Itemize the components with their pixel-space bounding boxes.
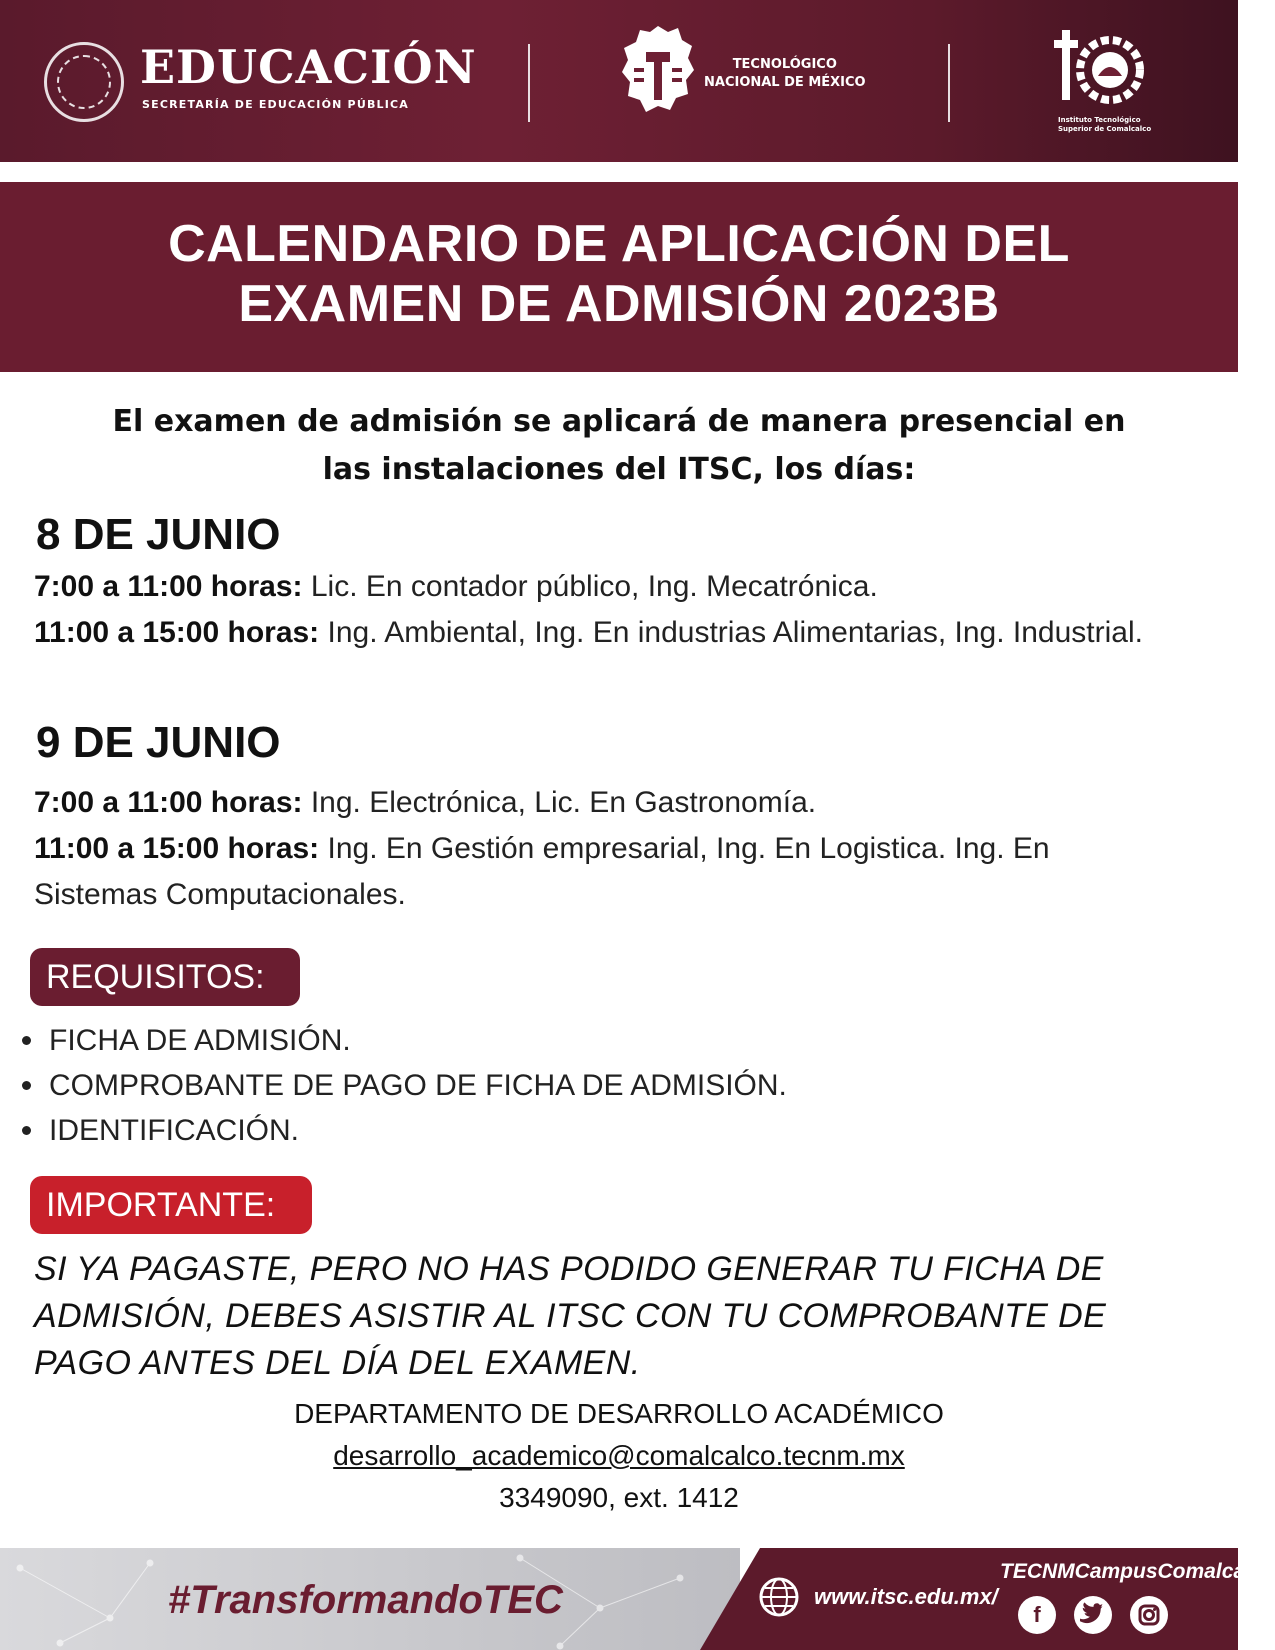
facebook-icon[interactable]: f [1018,1596,1056,1634]
header-banner [0,0,1238,162]
slot-careers: Ing. Ambiental, Ing. En industrias Alimentarias, Ing. Industrial. [327,616,1143,649]
requirements-badge: REQUISITOS: [30,948,300,1006]
globe-icon [758,1576,800,1618]
department-name: DEPARTAMENTO DE DESARROLLO ACADÉMICO [294,1398,944,1429]
bullet-icon [22,1126,31,1135]
list-item: IDENTIFICACIÓN. [22,1108,787,1153]
slot-time: 7:00 a 11:00 horas: [34,786,303,819]
twitter-icon[interactable] [1074,1596,1112,1634]
divider [528,44,530,122]
slot-time: 11:00 a 15:00 horas: [34,832,320,865]
slot-careers: Lic. En contador público, Ing. Mecatrónica. [310,570,878,603]
list-item: COMPROBANTE DE PAGO DE FICHA DE ADMISIÓN. [22,1063,787,1108]
contact-phone: 3349090, ext. 1412 [499,1482,739,1513]
bullet-icon [22,1081,31,1090]
important-badge: IMPORTANTE: [30,1176,312,1234]
schedule-slot [34,780,1202,826]
bullet-icon [22,1036,31,1045]
instagram-icon[interactable] [1130,1596,1168,1634]
contact-email[interactable]: desarrollo_academico@comalcalco.tecnm.mx [333,1440,905,1471]
list-item: FICHA DE ADMISIÓN. [22,1018,787,1063]
requirements-list [22,1018,787,1153]
hashtag: #TransformandoTEC [168,1578,563,1622]
schedule-slot [34,610,1202,656]
intro-text: El examen de admisión se aplicará de manera presencial en las instalaciones del ITSC, los días: [112,404,1126,487]
itsc-name: Instituto Tecnológico Superior de Comalcalco [1058,116,1152,133]
footer-left-panel [0,1548,740,1650]
divider [948,44,950,122]
schedule-slot [34,826,1164,918]
slot-time: 11:00 a 15:00 horas: [34,616,320,649]
page-title: CALENDARIO DE APLICACIÓN DEL EXAMEN DE ADMISIÓN 2023B [168,215,1070,333]
day-date: 8 DE JUNIO [36,510,281,559]
tecnm-logo-icon [620,22,696,126]
footer [0,1548,1275,1650]
schedule-slot [34,564,1202,610]
website-link[interactable]: www.itsc.edu.mx/ [814,1584,998,1609]
mexico-seal-icon [44,42,124,122]
edu-subtitle: SECRETARÍA DE EDUCACIÓN PÚBLICA [142,98,410,111]
tecnm-name: TECNOLÓGICO NACIONAL DE MÉXICO [704,57,866,90]
slot-careers: Ing. Electrónica, Lic. En Gastronomía. [310,786,817,819]
itsc-logo-icon [1054,22,1144,112]
important-notice: SI YA PAGASTE, PERO NO HAS PODIDO GENERAR TU FICHA DE ADMISIÓN, DEBES ASISTIR AL ITSC CON TU COMPROBANTE DE PAGO ANTES DEL DÍA DEL EXAMEN. [34,1250,1107,1382]
edu-title: EDUCACIÓN [140,40,477,94]
slot-time: 7:00 a 11:00 horas: [34,570,303,603]
day-date: 9 DE JUNIO [36,718,281,767]
slot-careers: Ing. En Gestión empresarial, Ing. En Logistica. Ing. En Sistemas Computacionales. [34,832,1050,911]
campus-handle: TECNMCampusComalcalco [1000,1560,1275,1583]
